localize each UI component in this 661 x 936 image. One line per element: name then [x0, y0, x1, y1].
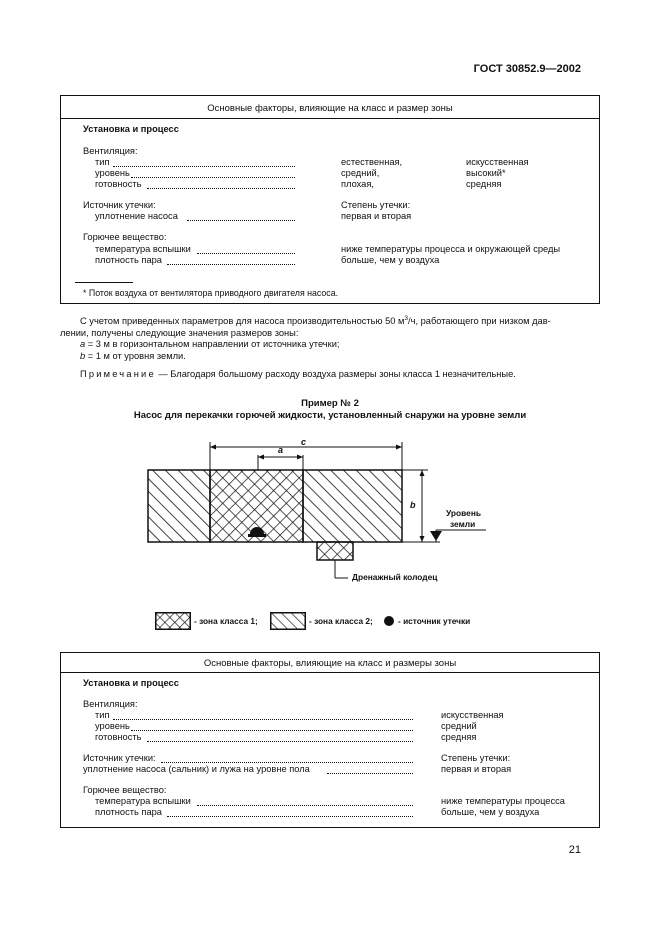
flashpoint-label: температура вспышки [95, 796, 191, 806]
dot-leader [197, 245, 295, 254]
substance-heading: Горючее вещество: [83, 232, 167, 242]
ventilation-heading: Вентиляция: [83, 699, 138, 709]
zone2-left-area [148, 470, 210, 542]
vapour-density-value: больше, чем у воздуха [441, 807, 540, 817]
vent-availability-value-2: средняя [466, 179, 502, 189]
dot-leader [167, 808, 413, 817]
flashpoint-label: температура вспышки [95, 244, 191, 254]
vent-availability-value: средняя [441, 732, 477, 742]
vent-availability-value-1: плохая, [341, 179, 374, 189]
vent-availability-label: готовность [95, 732, 142, 742]
vent-level-value-2: высокий* [466, 168, 506, 178]
leak-source-heading: Источник утечки: [83, 200, 156, 210]
dot-leader [131, 169, 295, 178]
vent-type-value-1: естественная, [341, 157, 403, 167]
dot-leader [147, 733, 413, 742]
ventilation-heading: Вентиляция: [83, 146, 138, 156]
factors-table-2 [60, 652, 600, 828]
legend-zone1-swatch [155, 612, 191, 630]
vent-availability-label: готовность [95, 179, 142, 189]
vent-level-label: уровень [95, 721, 130, 731]
a-description: = 3 м в горизонтальном направлении от источника утечки; [85, 339, 340, 350]
vent-level-value: средний [441, 721, 477, 731]
vent-type-value: искусственная [441, 710, 504, 720]
var-a: a [80, 339, 86, 350]
dot-leader [131, 722, 413, 731]
legend-zone1-label: - зона класса 1; [194, 616, 258, 626]
vent-level-value-1: средний, [341, 168, 380, 178]
dot-leader [113, 158, 295, 167]
note-label: Примечание [80, 369, 156, 379]
vent-type-label: тип [95, 710, 110, 720]
flashpoint-value: ниже температуры процесса [441, 796, 565, 806]
b-description: = 1 м от уровня земли. [85, 350, 186, 361]
page-number: 21 [568, 844, 581, 856]
table-divider [61, 118, 599, 119]
legend-source-label: - источник утечки [398, 616, 471, 626]
example-subtitle: Насос для перекачки горючей жидкости, установленный снаружи на уровне земли [133, 410, 527, 421]
note-text: — Благодаря большому расходу воздуха размеры зоны класса 1 незначительные. [155, 369, 516, 379]
table-caption: Основные факторы, влияющие на класс и размер зоны [207, 103, 453, 114]
substance-heading: Горючее вещество: [83, 785, 167, 795]
leak-source-label: уплотнение насоса (сальник) и лужа на уровне пола [83, 764, 310, 774]
text-line-1a: С учетом приведенных параметров для насоса производительностью 50 м [80, 316, 405, 327]
legend-zone2-label: - зона класса 2; [309, 616, 373, 626]
dim-c-label: c [301, 437, 307, 447]
dim-a-label: a [278, 445, 284, 455]
flashpoint-value: ниже температуры процесса и окружающей среды [341, 244, 561, 254]
text-line-2: лении, получены следующие значения размеров зоны: [60, 327, 299, 338]
vent-type-value-2: искусственная [466, 157, 529, 167]
section-heading: Установка и процесс [83, 124, 179, 134]
leak-degree-value: первая и вторая [341, 211, 412, 221]
dim-b-label: b [410, 500, 416, 510]
drain-pit-zone1 [317, 542, 353, 560]
drain-label: Дренажный колодец [352, 572, 438, 582]
dot-leader [147, 180, 295, 189]
leak-degree-heading: Степень утечки: [441, 753, 511, 763]
vent-level-label: уровень [95, 168, 130, 178]
leak-degree-heading: Степень утечки: [341, 200, 411, 210]
dot-leader [327, 765, 413, 774]
leak-source-label: уплотнение насоса [95, 211, 178, 221]
zone2-right-area [303, 470, 402, 542]
factors-table-1 [60, 95, 600, 304]
table-divider [61, 672, 599, 673]
text-line-1b: /ч, работающего при низком дав- [408, 316, 551, 327]
footnote: * Поток воздуха от вентилятора приводного двигателя насоса. [83, 288, 339, 298]
legend-leak-source-icon [383, 615, 395, 627]
section-heading: Установка и процесс [83, 678, 179, 688]
leak-source-heading: Источник утечки: [83, 753, 156, 763]
footnote-rule [75, 282, 133, 283]
vapour-density-value: больше, чем у воздуха [341, 255, 440, 265]
dot-leader [187, 212, 295, 221]
vapour-density-label: плотность пара [95, 807, 162, 817]
dot-leader [167, 256, 295, 265]
legend-zone2-swatch [270, 612, 306, 630]
table-caption: Основные факторы, влияющие на класс и размеры зоны [203, 658, 457, 669]
var-b: b [80, 350, 86, 361]
zone-diagram [0, 435, 661, 635]
ground-label-line1: Уровень [446, 508, 482, 518]
note-paragraph [80, 369, 580, 381]
vent-type-label: тип [95, 157, 110, 167]
vapour-density-label: плотность пара [95, 255, 162, 265]
example-title: Пример № 2 [301, 398, 359, 409]
document-standard-number: ГОСТ 30852.9—2002 [473, 63, 581, 75]
superscript: 3 [404, 315, 409, 322]
dot-leader [113, 711, 413, 720]
results-paragraph [60, 313, 580, 362]
leak-degree-value: первая и вторая [441, 764, 512, 774]
dot-leader [197, 797, 413, 806]
dot-leader [161, 754, 413, 763]
ground-label-line2: земли [450, 519, 476, 529]
